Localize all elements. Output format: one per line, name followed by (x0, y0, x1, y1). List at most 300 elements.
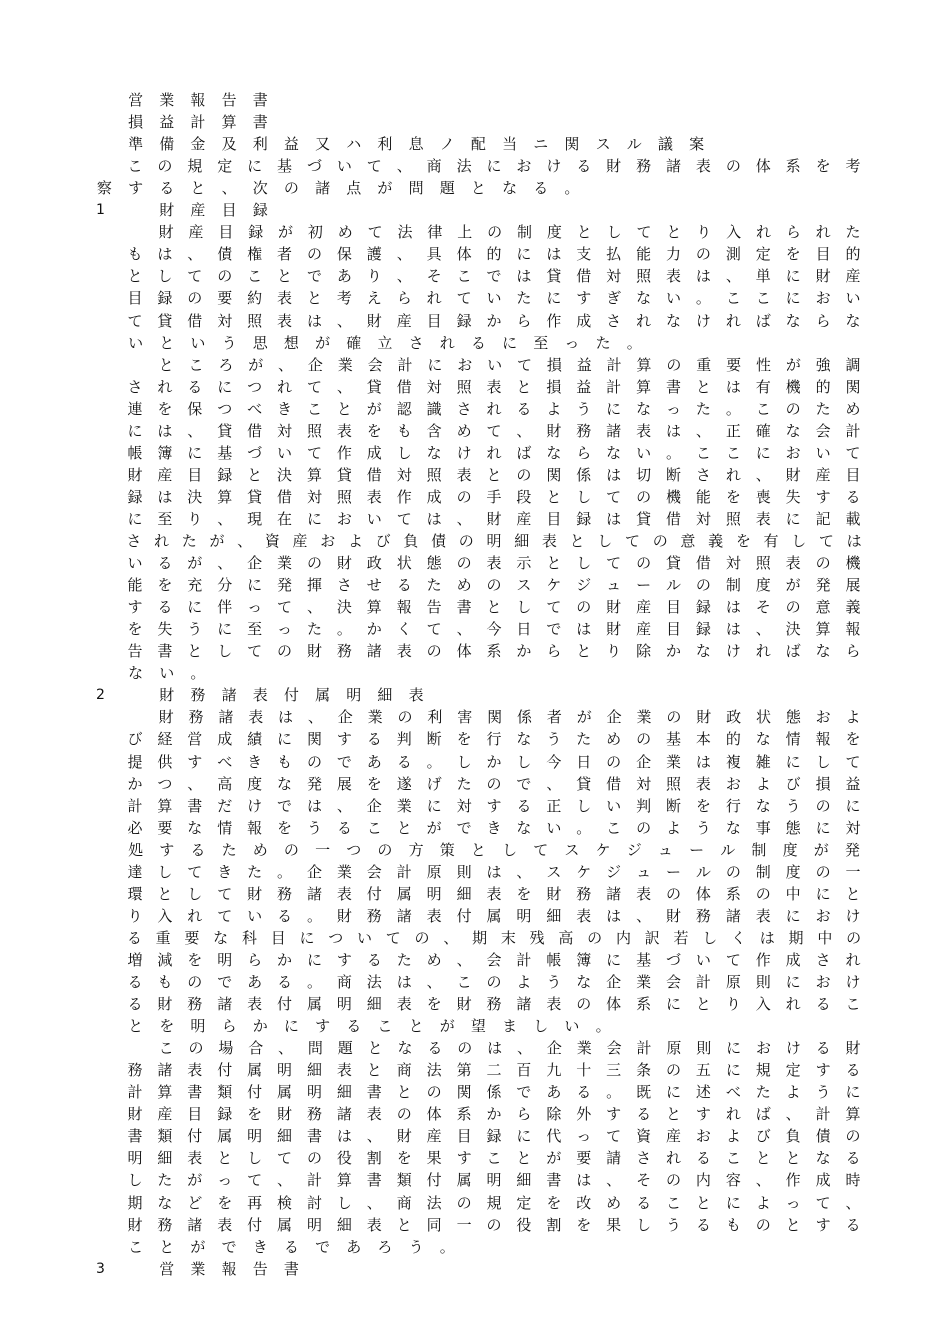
text-glyph: 対 (306, 487, 322, 506)
text-glyph: て (606, 1127, 622, 1146)
text-glyph: 権 (247, 245, 263, 264)
section-number: 3 (96, 1260, 105, 1277)
text-glyph: 細 (377, 686, 393, 705)
text-glyph: 、 (187, 774, 203, 793)
text-glyph: 帳 (546, 950, 562, 969)
text-glyph: 則 (456, 862, 472, 881)
text-glyph: な (187, 818, 203, 837)
text-glyph: し (336, 1193, 352, 1212)
text-glyph: い (695, 950, 711, 969)
text-glyph: 産 (396, 311, 412, 330)
text-glyph: 対 (277, 421, 293, 440)
text-glyph: 諸 (336, 1105, 352, 1124)
text-glyph: 負 (785, 1127, 801, 1146)
text-glyph: の (846, 928, 862, 947)
text-glyph: 科 (241, 928, 257, 947)
text-glyph: 報 (221, 1259, 237, 1278)
text-glyph: め (337, 223, 353, 242)
text-glyph: し (533, 1017, 549, 1036)
text-glyph: れ (666, 1149, 682, 1168)
text-glyph: 書 (366, 1171, 382, 1190)
text-glyph: 告 (221, 91, 237, 109)
text-glyph: 対 (396, 465, 412, 484)
text-glyph: い (159, 664, 175, 683)
text-glyph: か (366, 620, 382, 639)
text-glyph: 失 (785, 487, 801, 506)
text-glyph: 諸 (306, 884, 322, 903)
text-glyph: 九 (546, 1061, 562, 1080)
text-glyph: し (702, 928, 718, 947)
text-glyph: た (845, 223, 861, 242)
text-glyph: ジ (626, 840, 642, 859)
text-glyph: の (755, 1215, 771, 1234)
text-glyph: ュ (636, 862, 652, 881)
text-glyph: 、 (396, 245, 412, 264)
text-glyph: 系 (456, 1105, 472, 1124)
text-glyph: 財 (306, 642, 322, 661)
text-glyph: こ (606, 818, 622, 837)
text-glyph: 法 (426, 1193, 442, 1212)
text-glyph: 原 (725, 973, 741, 991)
text-glyph: 簿 (157, 443, 173, 462)
text-glyph: 、 (187, 421, 203, 440)
text-glyph: 損 (815, 774, 831, 793)
text-glyph: 明 (306, 1083, 322, 1102)
text-glyph: こ (306, 399, 322, 418)
text-line (0, 662, 950, 684)
text-glyph: お (755, 1039, 771, 1058)
text-glyph: に (187, 598, 203, 617)
text-glyph: か (486, 752, 502, 771)
text-glyph: い (247, 906, 263, 925)
text-glyph: は (278, 708, 294, 727)
text-glyph: 、 (755, 620, 771, 639)
text-glyph: 細 (336, 1215, 352, 1234)
text-glyph: 請 (606, 1149, 622, 1168)
text-glyph: 属 (277, 1083, 293, 1102)
text-glyph: 書 (546, 1171, 562, 1190)
text-line (0, 1081, 950, 1103)
text-glyph: 、 (725, 267, 741, 286)
text-glyph: 目 (127, 289, 143, 308)
text-glyph: は (695, 752, 711, 771)
text-glyph: 害 (457, 708, 473, 727)
text-glyph: の (666, 884, 682, 903)
text-glyph: 係 (517, 708, 533, 727)
text-glyph: い (564, 1017, 580, 1036)
text-glyph: お (457, 355, 473, 374)
text-glyph: い (357, 928, 373, 947)
text-glyph: 表 (277, 289, 293, 308)
text-glyph: 法 (426, 1061, 442, 1080)
text-glyph: た (815, 399, 831, 418)
text-glyph: 借 (396, 377, 412, 396)
text-glyph: し (815, 752, 831, 771)
text-glyph: 。 (277, 862, 293, 881)
text-glyph: は (157, 245, 173, 264)
text-glyph: 財 (845, 1039, 861, 1058)
text-glyph: れ (426, 289, 442, 308)
text-glyph: 入 (157, 906, 173, 925)
text-glyph: 録 (486, 1127, 502, 1146)
text-glyph: を (157, 399, 173, 418)
text-glyph: て (306, 443, 322, 462)
text-glyph: れ (785, 995, 801, 1014)
text-glyph: 目 (221, 201, 237, 220)
text-glyph: 商 (336, 973, 352, 991)
text-glyph: 表 (541, 532, 557, 550)
text-glyph: 対 (725, 554, 741, 573)
text-glyph: ー (689, 840, 705, 859)
text-glyph: の (426, 1083, 442, 1102)
text-glyph: 現 (247, 509, 263, 528)
text-glyph: ル (695, 862, 711, 881)
text-glyph: は (487, 1039, 503, 1058)
text-glyph: ら (516, 1105, 532, 1124)
text-glyph: る (516, 399, 532, 418)
text-glyph: 態 (426, 554, 442, 573)
text-glyph: な (815, 1149, 831, 1168)
text-glyph: 明 (346, 686, 362, 705)
text-glyph: 者 (277, 245, 293, 264)
text-glyph: 産 (666, 1127, 682, 1146)
text-glyph: か (666, 642, 682, 661)
text-glyph: 伴 (217, 598, 233, 617)
text-glyph: 財 (606, 620, 622, 639)
text-glyph: て (385, 928, 401, 947)
text-glyph: 財 (158, 223, 174, 242)
text-glyph: な (755, 796, 771, 815)
text-glyph: 度 (755, 576, 771, 595)
text-glyph: 財 (546, 421, 562, 440)
text-glyph: 録 (695, 620, 711, 639)
text-glyph: 合 (248, 1039, 264, 1058)
text-glyph: 利 (377, 135, 393, 154)
text-glyph: 、 (785, 1105, 801, 1124)
text-glyph: の (486, 576, 502, 595)
text-glyph: 考 (845, 157, 861, 176)
text-glyph: と (159, 333, 175, 352)
text-glyph: に (247, 576, 263, 595)
text-glyph: と (666, 223, 682, 242)
text-glyph: す (815, 1061, 831, 1080)
text-glyph: の (456, 487, 472, 506)
text-glyph: と (366, 1061, 382, 1080)
text-glyph: 判 (396, 730, 412, 749)
text-glyph: さ (606, 311, 622, 330)
text-glyph: し (502, 840, 518, 859)
text-glyph: 既 (636, 1083, 652, 1102)
text-glyph: 表 (366, 1215, 382, 1234)
text-glyph: 表 (366, 487, 382, 506)
text-glyph: 債 (217, 245, 233, 264)
text-glyph: 高 (558, 928, 574, 947)
text-glyph: る (636, 1105, 652, 1124)
text-glyph: 、 (546, 774, 562, 793)
text-glyph: 貸 (217, 421, 233, 440)
text-glyph: 書 (666, 377, 682, 396)
text-glyph: た (755, 1083, 771, 1102)
text-glyph: も (157, 973, 173, 991)
text-glyph: な (213, 928, 229, 947)
text-glyph: 制 (725, 576, 741, 595)
text-glyph: き (217, 862, 233, 881)
text-glyph: 支 (576, 245, 592, 264)
text-glyph: 表 (187, 1061, 203, 1080)
text-glyph: 表 (755, 509, 771, 528)
text-glyph: 企 (606, 973, 622, 991)
text-glyph: 、 (606, 1171, 622, 1190)
text-glyph: 営 (159, 1259, 175, 1278)
text-glyph: こ (845, 995, 861, 1014)
text-glyph: か (252, 1017, 268, 1036)
text-glyph: 、 (336, 796, 352, 815)
text-glyph: が (366, 399, 382, 418)
text-glyph: 属 (396, 884, 412, 903)
text-glyph: の (516, 465, 532, 484)
text-glyph: 借 (277, 487, 293, 506)
text-glyph: 商 (396, 1193, 412, 1212)
text-glyph: け (695, 311, 711, 330)
text-glyph: で (277, 796, 293, 815)
text-glyph: 。 (336, 620, 352, 639)
text-glyph: と (546, 487, 562, 506)
text-glyph: な (755, 730, 771, 749)
text-line (0, 486, 950, 508)
text-glyph: 配 (470, 135, 486, 154)
text-glyph: 本 (695, 730, 711, 749)
text-glyph: の (457, 1039, 473, 1058)
text-glyph: 断 (666, 465, 682, 484)
text-glyph: 付 (366, 884, 382, 903)
text-glyph: 度 (546, 223, 562, 242)
text-glyph: 経 (157, 730, 173, 749)
text-glyph: い (845, 289, 861, 308)
text-glyph: さ (456, 399, 472, 418)
text-glyph: 貸 (336, 465, 352, 484)
text-glyph: れ (154, 532, 170, 550)
text-line (0, 949, 950, 971)
text-glyph: 表 (336, 421, 352, 440)
text-glyph: 財 (815, 267, 831, 286)
text-glyph: 、 (456, 620, 472, 639)
text-glyph: し (247, 1149, 263, 1168)
text-glyph: 務 (306, 1105, 322, 1124)
text-glyph: に (277, 730, 293, 749)
text-glyph: 係 (486, 1083, 502, 1102)
text-glyph: 政 (366, 554, 382, 573)
text-glyph: い (546, 818, 562, 837)
text-glyph: し (127, 1171, 143, 1190)
text-glyph: 、 (277, 1171, 293, 1190)
text-glyph: の (666, 355, 682, 374)
text-glyph: 明 (217, 950, 233, 969)
text-glyph: 貸 (636, 509, 652, 528)
text-glyph: ノ (439, 135, 455, 154)
text-glyph: 確 (346, 333, 362, 352)
text-glyph: を (576, 1215, 592, 1234)
text-glyph: 資 (264, 532, 280, 550)
text-glyph: 借 (576, 267, 592, 286)
text-glyph: と (159, 1237, 175, 1256)
text-glyph: た (695, 399, 711, 418)
text-glyph: 会 (486, 950, 502, 969)
text-glyph: い (606, 796, 622, 815)
text-glyph: 当 (502, 135, 518, 154)
text-glyph: 。 (426, 752, 442, 771)
text-line (0, 993, 950, 1015)
text-glyph: 表 (408, 686, 424, 705)
text-glyph: 情 (785, 730, 801, 749)
text-glyph: は (606, 509, 622, 528)
text-glyph: な (128, 664, 144, 683)
text-glyph: 備 (159, 135, 175, 154)
text-glyph: 原 (426, 862, 442, 881)
text-glyph: 。 (190, 664, 206, 683)
text-glyph: す (576, 289, 592, 308)
text-glyph: っ (564, 333, 580, 352)
text-glyph: 照 (426, 465, 442, 484)
text-glyph: つ (328, 928, 344, 947)
text-glyph: 具 (426, 245, 442, 264)
text-glyph: 財 (247, 884, 263, 903)
text-glyph: 報 (845, 620, 861, 639)
text-glyph: ら (576, 443, 592, 462)
text-glyph: ュ (657, 840, 673, 859)
text-glyph: め (456, 421, 472, 440)
text-glyph: 産 (190, 201, 206, 220)
text-glyph: 照 (666, 774, 682, 793)
text-glyph: る (127, 973, 143, 991)
text-glyph: い (336, 157, 352, 176)
text-glyph: 務 (486, 995, 502, 1014)
text-glyph: 営 (128, 91, 144, 109)
text-glyph: 属 (486, 906, 502, 925)
text-glyph: い (486, 289, 502, 308)
text-glyph: の (576, 598, 592, 617)
text-glyph: 諸 (516, 995, 532, 1014)
text-glyph: 諸 (218, 708, 234, 727)
text-glyph: と (396, 1215, 412, 1234)
text-glyph: る (845, 1149, 861, 1168)
text-glyph: っ (277, 620, 293, 639)
text-glyph: 高 (217, 774, 233, 793)
text-glyph: は (306, 311, 322, 330)
text-glyph: 算 (217, 487, 233, 506)
text-glyph: 録 (217, 465, 233, 484)
text-glyph: さ (126, 532, 142, 550)
text-glyph: こ (666, 1193, 682, 1212)
text-line (0, 927, 950, 949)
text-glyph: ら (247, 950, 263, 969)
text-glyph: つ (157, 774, 173, 793)
text-glyph: よ (516, 973, 532, 991)
text-glyph: 表 (546, 995, 562, 1014)
text-glyph: が (785, 355, 801, 374)
text-line (0, 332, 950, 354)
text-glyph: 識 (426, 399, 442, 418)
text-glyph: こ (456, 267, 472, 286)
text-glyph: 計 (516, 950, 532, 969)
text-glyph: の (666, 1171, 682, 1190)
text-glyph: る (157, 598, 173, 617)
text-glyph: 題 (337, 1039, 353, 1058)
text-glyph: 業 (636, 708, 652, 727)
text-glyph: 付 (283, 686, 299, 705)
text-glyph: て (517, 355, 533, 374)
text-glyph: る (470, 333, 486, 352)
text-glyph: 一 (456, 1215, 472, 1234)
text-glyph: 書 (456, 598, 472, 617)
text-glyph: 産 (292, 532, 308, 550)
text-glyph: 属 (306, 995, 322, 1014)
text-glyph: ケ (546, 576, 562, 595)
text-glyph: に (666, 1083, 682, 1102)
text-glyph: を (396, 1149, 412, 1168)
text-glyph: 発 (306, 774, 322, 793)
text-glyph: る (277, 906, 293, 925)
text-glyph: ス (564, 840, 580, 859)
text-glyph: ろ (377, 1237, 393, 1256)
text-glyph: な (636, 399, 652, 418)
text-glyph: 商 (426, 157, 442, 176)
text-glyph: 関 (546, 465, 562, 484)
text-glyph: 表 (456, 465, 472, 484)
text-glyph: う (408, 1237, 424, 1256)
text-glyph: が (813, 840, 829, 859)
text-glyph: 細 (546, 906, 562, 925)
text-glyph: よ (755, 1193, 771, 1212)
text-glyph: 示 (516, 554, 532, 573)
text-glyph: ら (815, 311, 831, 330)
text-glyph: て (127, 311, 143, 330)
text-glyph: 財 (456, 995, 472, 1014)
text-glyph: 財 (158, 708, 174, 727)
text-glyph: る (396, 576, 412, 595)
text-glyph: 討 (306, 1193, 322, 1212)
text-glyph: れ (486, 399, 502, 418)
text-glyph: て (486, 421, 502, 440)
text-glyph: に (187, 443, 203, 462)
text-glyph: く (731, 928, 747, 947)
line-text (0, 684, 950, 706)
text-glyph: こ (366, 818, 382, 837)
text-glyph: と (187, 642, 203, 661)
text-glyph: の (217, 267, 233, 286)
text-glyph: て (366, 157, 382, 176)
text-glyph: 測 (725, 245, 741, 264)
text-glyph: 正 (725, 421, 741, 440)
text-glyph: い (815, 443, 831, 462)
text-glyph: 属 (315, 686, 331, 705)
text-glyph: ス (516, 576, 532, 595)
text-glyph: 報 (815, 730, 831, 749)
text-glyph: べ (725, 1083, 741, 1102)
text-glyph: ら (785, 223, 801, 242)
text-glyph: に (306, 509, 322, 528)
text-glyph: 目 (666, 598, 682, 617)
text-glyph: 帳 (127, 443, 143, 462)
text-glyph: た (306, 620, 322, 639)
text-glyph: た (576, 730, 592, 749)
text-glyph: で (217, 973, 233, 991)
text-glyph: 、 (426, 973, 442, 991)
text-glyph: の (636, 818, 652, 837)
text-glyph: お (336, 509, 352, 528)
text-glyph: で (306, 267, 322, 286)
text-glyph: こ (486, 1149, 502, 1168)
text-glyph: 律 (427, 223, 443, 242)
